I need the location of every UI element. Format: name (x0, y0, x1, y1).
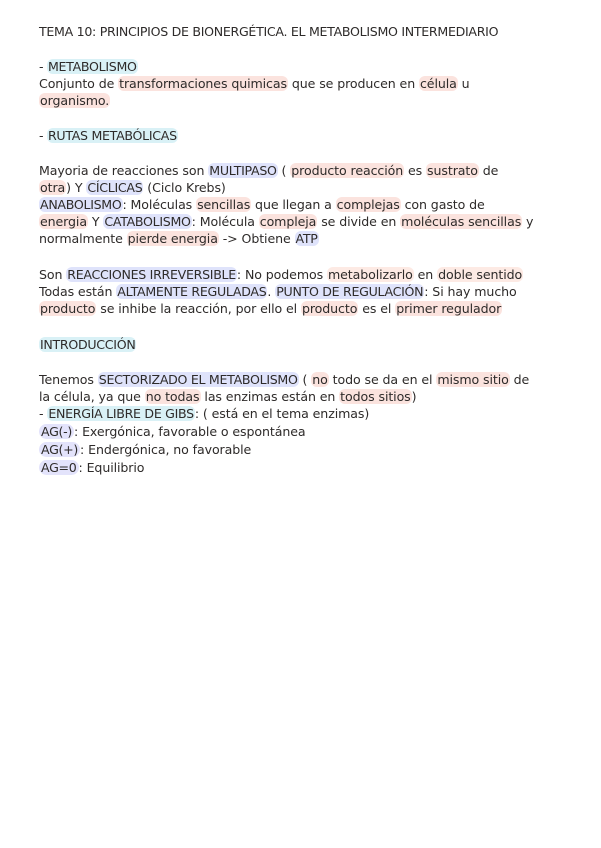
highlight: AG(+) (41, 442, 79, 457)
gibbs-line-zero (39, 459, 144, 476)
text: ( (298, 372, 312, 387)
highlight: SECTORIZADO EL METABOLISMO (98, 372, 298, 387)
highlight: AG(-) (41, 424, 73, 439)
text: Son (39, 267, 67, 282)
highlight: transformaciones quimicas (119, 76, 287, 91)
highlight: organismo. (40, 93, 110, 108)
heading-text: INTRODUCCIÓN (40, 337, 136, 352)
text: : Si hay mucho (424, 284, 517, 299)
highlight: no todas (145, 389, 200, 404)
metabolismo-line-1 (39, 75, 470, 92)
intro-line-1 (39, 371, 529, 388)
highlight: metabolizarlo (327, 267, 413, 282)
highlight: sencillas (197, 197, 251, 212)
section-heading-metabolismo (39, 58, 138, 75)
metabolismo-line-2 (39, 92, 110, 109)
highlight: producto (301, 301, 358, 316)
text: en (413, 267, 438, 282)
text: Todas están (39, 284, 117, 299)
text: : Moléculas (122, 197, 197, 212)
rutas-line-4 (39, 213, 533, 230)
highlight: otra (40, 180, 66, 195)
highlight: MULTIPASO (209, 163, 277, 178)
highlight: no (312, 372, 328, 387)
section-heading-introduccion (39, 336, 136, 353)
text: la célula, ya que (39, 389, 145, 404)
highlight: PUNTO DE REGULACIÓN (276, 284, 424, 299)
rutas-line-8 (39, 300, 502, 317)
text: : Molécula (191, 214, 259, 229)
text: todo se da en el (328, 372, 437, 387)
highlight: producto reacción (291, 163, 404, 178)
highlight: CATABOLISMO (104, 214, 191, 229)
heading-text: RUTAS METABÓLICAS (47, 128, 177, 143)
rutas-line-6 (39, 266, 523, 283)
highlight: pierde energia (127, 231, 218, 246)
gibbs-line-positive (39, 441, 251, 458)
intro-line-3 (39, 405, 369, 422)
text: que se producen en (287, 76, 419, 91)
page-title (39, 23, 498, 40)
text: normalmente (39, 231, 127, 246)
text: (Ciclo Krebs) (143, 180, 226, 195)
text: Mayoria de reacciones son (39, 163, 209, 178)
text: - (39, 406, 48, 421)
text: : No podemos (236, 267, 327, 282)
highlight: célula (419, 76, 457, 91)
gibbs-line-negative (39, 423, 305, 440)
highlight: mismo sitio (437, 372, 509, 387)
text: se inhibe la reacción, por ello el (96, 301, 301, 316)
rutas-line-2 (39, 179, 226, 196)
intro-line-2 (39, 388, 416, 405)
highlight: complejas (336, 197, 400, 212)
highlight: ALTAMENTE REGULADAS (117, 284, 267, 299)
highlight: ANABOLISMO (40, 197, 122, 212)
text: : Exergónica, favorable o espontánea (74, 424, 306, 439)
text: ) Y (66, 180, 87, 195)
highlight: primer regulador (396, 301, 502, 316)
text: de (478, 163, 499, 178)
rutas-line-3 (39, 196, 485, 213)
text: : Equilibrio (78, 460, 145, 475)
highlight: moléculas sencillas (401, 214, 522, 229)
text: Tenemos (39, 372, 98, 387)
text: de (509, 372, 530, 387)
highlight: sustrato (427, 163, 478, 178)
highlight: ATP (295, 231, 318, 246)
text: es el (358, 301, 396, 316)
heading-prefix: - (39, 59, 47, 74)
text: con gasto de (400, 197, 485, 212)
text: . (267, 284, 276, 299)
highlight: CÍCLICAS (87, 180, 143, 195)
text: las enzimas están en (200, 389, 340, 404)
highlight: producto (40, 301, 96, 316)
highlight: AG=0 (41, 460, 77, 475)
highlight: compleja (259, 214, 317, 229)
heading-prefix: - (39, 128, 47, 143)
highlight: energia (40, 214, 87, 229)
text: ) (411, 389, 417, 404)
text: -> Obtiene (218, 231, 295, 246)
title-text: TEMA 10: PRINCIPIOS DE BIONERGÉTICA. EL METABOLISMO INTERMEDIARIO (39, 24, 499, 39)
heading-text: METABOLISMO (47, 59, 137, 74)
text: : ( está en el tema enzimas) (194, 406, 370, 421)
text: es (404, 163, 427, 178)
rutas-line-1 (39, 162, 498, 179)
text: Conjunto de (39, 76, 119, 91)
text: Y (87, 214, 104, 229)
highlight: REACCIONES IRREVERSIBLE (67, 267, 236, 282)
text: : Endergónica, no favorable (80, 442, 252, 457)
section-heading-rutas (39, 127, 178, 144)
rutas-line-7 (39, 283, 517, 300)
highlight: todos sitios (340, 389, 411, 404)
rutas-line-5 (39, 230, 319, 247)
text: que llegan a (251, 197, 336, 212)
highlight: doble sentido (438, 267, 523, 282)
highlight: ENERGÍA LIBRE DE GIBS (48, 406, 194, 421)
text: se divide en (317, 214, 401, 229)
text: u (457, 76, 470, 91)
text: y (522, 214, 534, 229)
text: ( (277, 163, 291, 178)
